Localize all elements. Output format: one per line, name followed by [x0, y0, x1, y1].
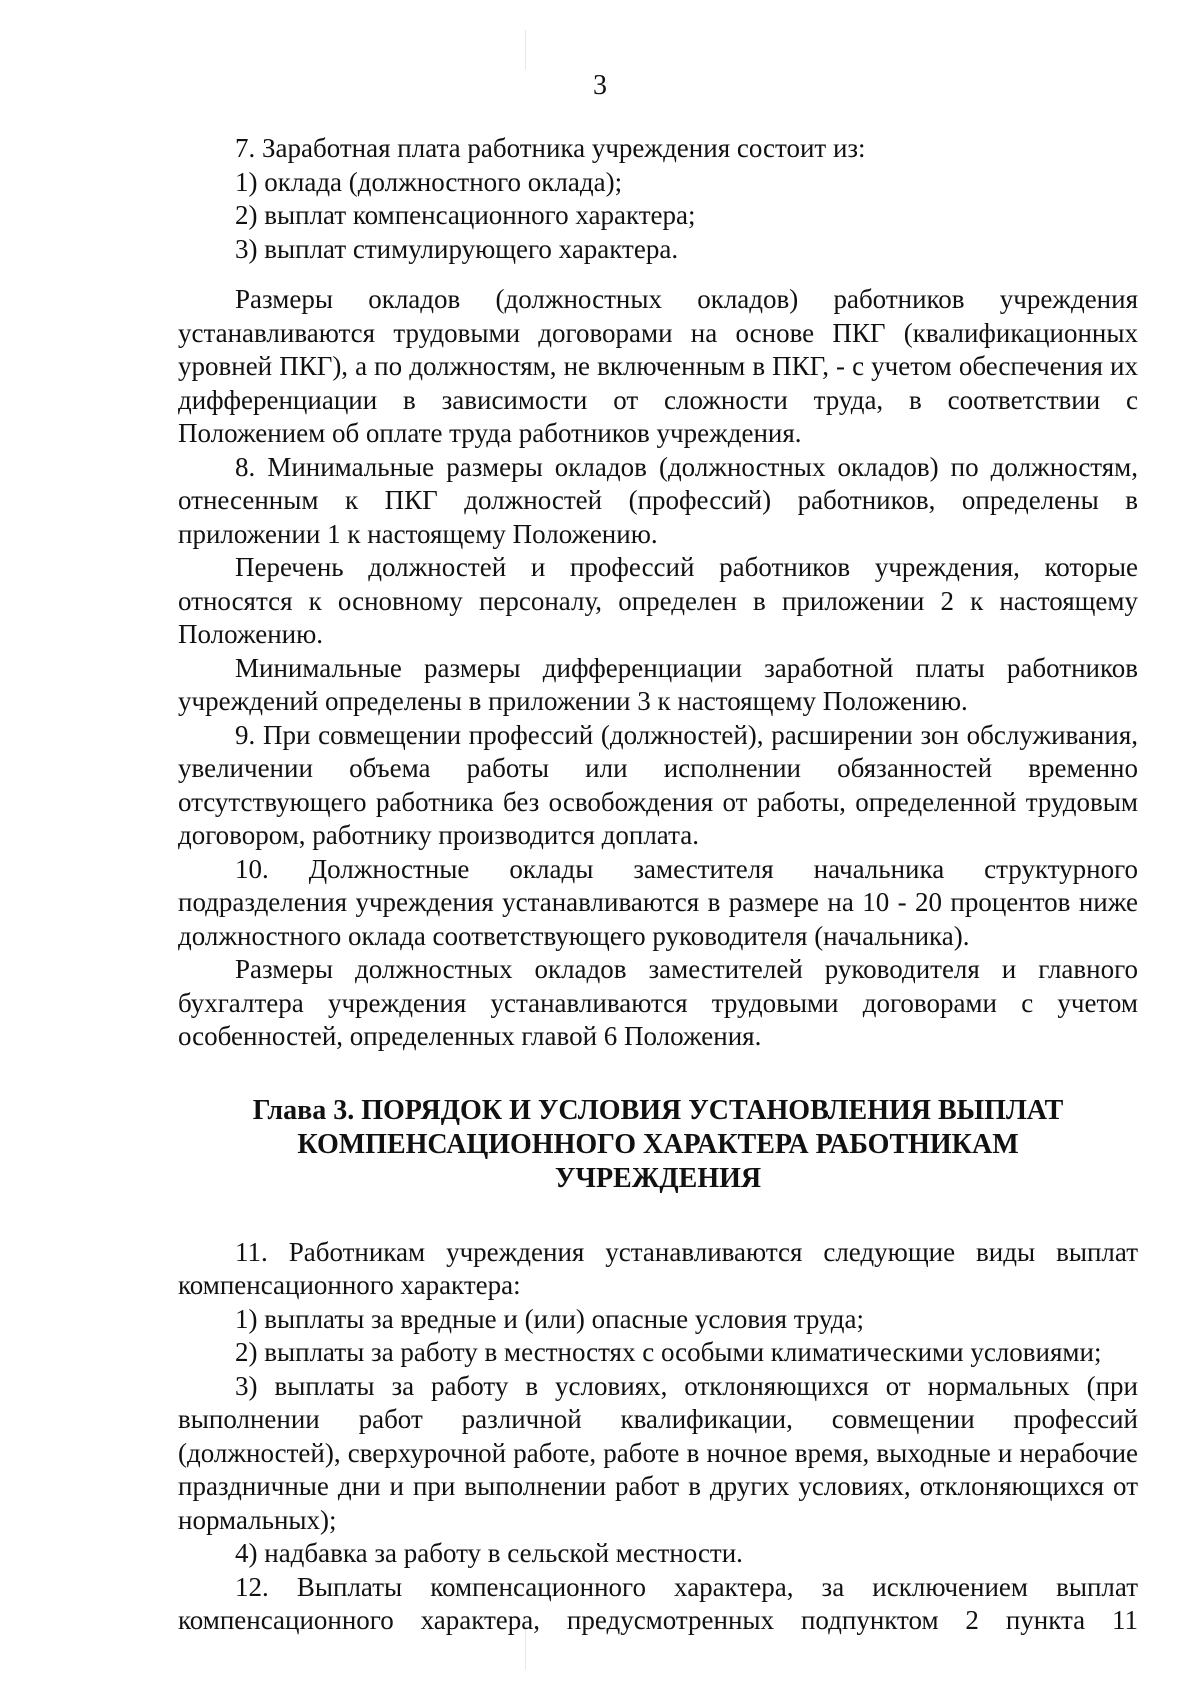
paragraph-item-12: 12. Выплаты компенсационного характера, за исключением выплат компенсационного характера, предусмотренных подпунктом 2 пункта 11	[178, 1571, 1138, 1635]
paragraph-item-8: 8. Минимальные размеры окладов (должностных окладов) по должностям, отнесенным к ПКГ должностей (профессий) работников, определены в приложении 1 к настоящему Положению.	[178, 451, 1138, 549]
chapter-heading-line: Глава 3. ПОРЯДОК И УСЛОВИЯ УСТАНОВЛЕНИЯ ВЫПЛАТ	[252, 1094, 1064, 1126]
chapter-heading	[178, 1094, 1138, 1196]
list-item-3: 3) выплаты за работу в условиях, отклоняющихся от нормальных (при выполнении работ различной квалификации, совмещении профессий (должностей), сверхурочной работе, работе в ночное время, выходные и нерабочие праздничные дни и при выполнении работ в других условиях, отклоняющихся от нормальных);	[178, 1370, 1138, 1535]
paragraph-item-10: 10. Должностные оклады заместителя начальника структурного подразделения учреждения устанавливаются в размере на 10 - 20 процентов ниже должностного оклада соответствующего руководителя (начальника).	[178, 853, 1138, 951]
chapter-heading-line: УЧРЕЖДЕНИЯ	[554, 1162, 762, 1194]
list-item-1: 1) оклада (должностного оклада);	[235, 166, 623, 197]
paragraph-item-11: 11. Работникам учреждения устанавливаются следующие виды выплат компенсационного характера:	[178, 1236, 1138, 1300]
document-body	[178, 132, 1138, 1638]
paragraph-salary-sizes: Размеры окладов (должностных окладов) работников учреждения устанавливаются трудовыми договорами на основе ПКГ (квалификационных уровней ПКГ), а по должностям, не включенным в ПКГ, - с учетом обеспечения их дифференциации в зависимости от сложности труда, в соответствии с Положением об оплате труда работников учреждения.	[178, 284, 1138, 448]
list-item-1: 1) выплаты за вредные и (или) опасные условия труда;	[235, 1303, 865, 1334]
scan-fold-mark-top	[525, 30, 526, 70]
list-item-4: 4) надбавка за работу в сельской местности.	[235, 1538, 743, 1568]
chapter-heading-line: КОМПЕНСАЦИОННОГО ХАРАКТЕРА РАБОТНИКАМ	[297, 1128, 1019, 1160]
paragraph-positions-list: Перечень должностей и профессий работников учреждения, которые относятся к основному персоналу, определен в приложении 2 к настоящему Положению.	[178, 552, 1138, 649]
paragraph-item-9: 9. При совмещении профессий (должностей), расширении зон обслуживания, увеличении объема работы или исполнении обязанностей временно отсутствующего работника без освобождения от работы, определенной трудовым договором, работнику производится доплата.	[178, 719, 1138, 850]
list-item-2: 2) выплат компенсационного характера;	[235, 200, 696, 230]
paragraph-differentiation: Минимальные размеры дифференциации заработной платы работников учреждений определены в приложении 3 к настоящему Положению.	[178, 652, 1138, 716]
paragraph-item-7: 7. Заработная плата работника учреждения состоит из:	[235, 133, 866, 163]
list-item-2: 2) выплаты за работу в местностях с особыми климатическими условиями;	[235, 1337, 1102, 1367]
paragraph-deputy-salaries: Размеры должностных окладов заместителей руководителя и главного бухгалтера учреждения устанавливаются трудовыми договорами с учетом особенностей, определенных главой 6 Положения.	[178, 954, 1138, 1051]
page-number: 3	[593, 70, 607, 101]
list-item-3: 3) выплат стимулирующего характера.	[235, 233, 679, 264]
